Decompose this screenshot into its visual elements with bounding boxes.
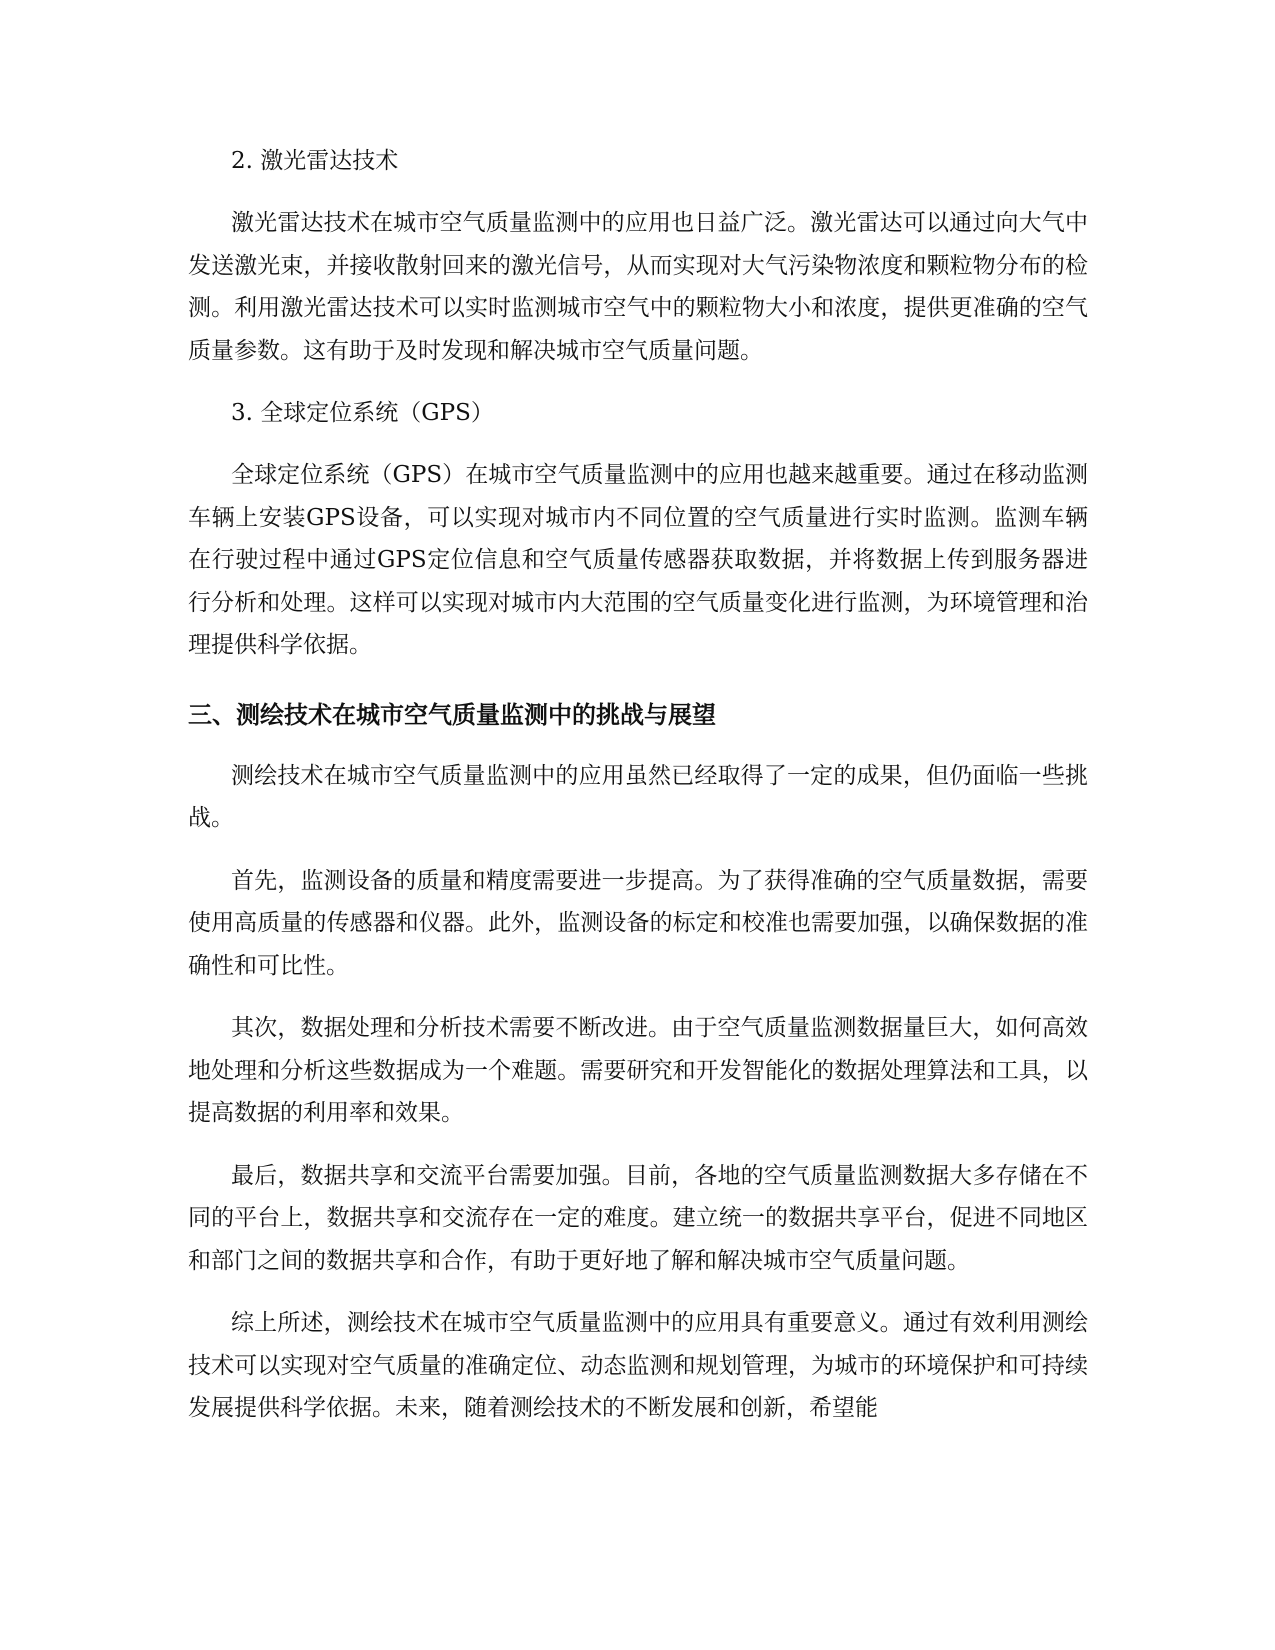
paragraph-lidar: 激光雷达技术在城市空气质量监测中的应用也日益广泛。激光雷达可以通过向大气中发送激光束，并接收散射回来的激光信号，从而实现对大气污染物浓度和颗粒物分布的检测。利用激光雷达技术可以实时监测城市空气中的颗粒物大小和浓度，提供更准确的空气质量参数。这有助于及时发现和解决城市空气质量问题。 <box>188 210 1088 364</box>
subheading-lidar: 2. 激光雷达技术 <box>231 148 399 174</box>
paragraph-equipment: 首先，监测设备的质量和精度需要进一步提高。为了获得准确的空气质量数据，需要使用高质量的传感器和仪器。此外，监测设备的标定和校准也需要加强，以确保数据的准确性和可比性。 <box>188 867 1088 979</box>
paragraph-conclusion: 综上所述，测绘技术在城市空气质量监测中的应用具有重要意义。通过有效利用测绘技术可以实现对空气质量的准确定位、动态监测和规划管理，为城市的环境保护和可持续发展提供科学依据。未来，随着测绘技术的不断发展和创新，希望能 <box>188 1310 1088 1421</box>
paragraph-data-sharing: 最后，数据共享和交流平台需要加强。目前，各地的空气质量监测数据大多存储在不同的平台上，数据共享和交流存在一定的难度。建立统一的数据共享平台，促进不同地区和部门之间的数据共享和合作，有助于更好地了解和解决城市空气质量问题。 <box>188 1162 1088 1274</box>
paragraph-data-processing: 其次，数据处理和分析技术需要不断改进。由于空气质量监测数据量巨大，如何高效地处理和分析这些数据成为一个难题。需要研究和开发智能化的数据处理算法和工具，以提高数据的利用率和效果。 <box>188 1015 1088 1126</box>
section-heading-challenges: 三、测绘技术在城市空气质量监测中的挑战与展望 <box>188 700 716 729</box>
paragraph-challenges-intro: 测绘技术在城市空气质量监测中的应用虽然已经取得了一定的成果，但仍面临一些挑战。 <box>188 762 1088 831</box>
document-body <box>188 140 1088 1450</box>
paragraph-gps: 全球定位系统（GPS）在城市空气质量监测中的应用也越来越重要。通过在移动监测车辆上安装GPS设备，可以实现对城市内不同位置的空气质量进行实时监测。监测车辆在行驶过程中通过GPS定位信息和空气质量传感器获取数据，并将数据上传到服务器进行分析和处理。这样可以实现对城市内大范围的空气质量变化进行监测，为环境管理和治理提供科学依据。 <box>188 462 1088 658</box>
subheading-gps: 3. 全球定位系统（GPS） <box>231 400 494 426</box>
